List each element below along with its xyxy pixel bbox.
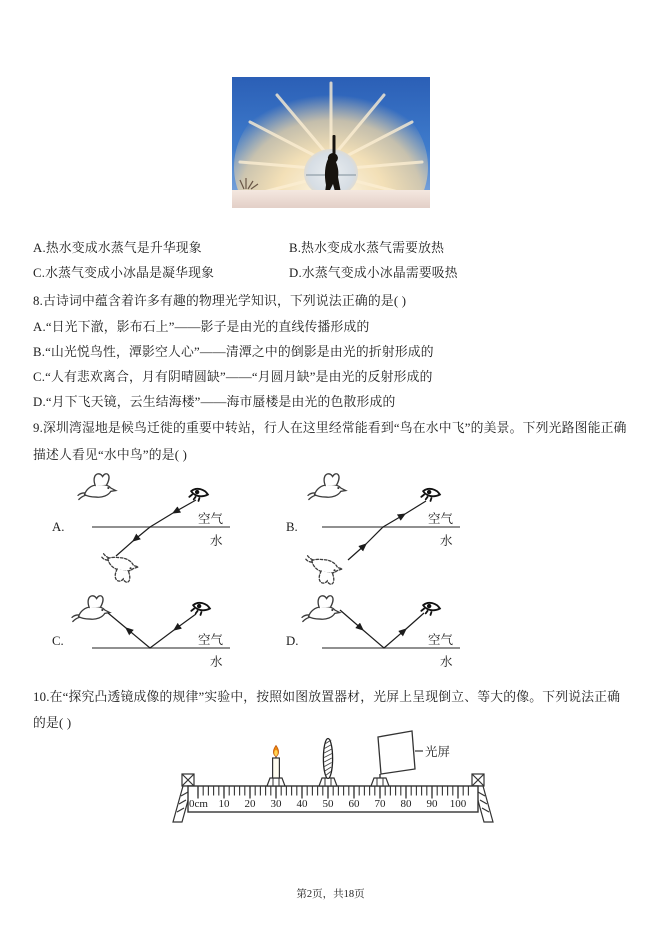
q10-stem: 10.在“探究凸透镜成像的规律”实验中，按照如图放置器材，光屏上呈现倒立、等大的像。下列说法正确的是( ) bbox=[33, 690, 621, 730]
bird-image-icon bbox=[99, 553, 140, 584]
q7-option-b: B.热水变成水蒸气需要放热 bbox=[289, 241, 445, 255]
eye-icon bbox=[191, 601, 211, 617]
q9-diagram-c-label: C. bbox=[52, 634, 64, 648]
air-label: 空气 bbox=[198, 633, 224, 647]
q9-diagram-d bbox=[286, 592, 496, 684]
page-footer: 第2页，共18页 bbox=[296, 889, 365, 900]
q9-diagram-b bbox=[286, 470, 496, 592]
q9-diagram-b-label: B. bbox=[286, 520, 298, 534]
light-ray bbox=[108, 613, 196, 648]
ruler-label-80: 80 bbox=[400, 798, 412, 810]
q8-option-c: C.“人有悲欢离合，月有阴晴圆缺”——“月圆月缺”是由光的反射形成的 bbox=[33, 370, 433, 384]
light-screen-icon bbox=[371, 731, 450, 786]
air-label: 空气 bbox=[198, 512, 224, 526]
q7-option-c: C.水蒸气变成小冰晶是凝华现象 bbox=[33, 266, 215, 280]
water-label: 水 bbox=[210, 534, 223, 548]
eye-icon bbox=[189, 487, 209, 503]
ruler-label-30: 30 bbox=[270, 798, 282, 810]
q9-diagram-a bbox=[52, 470, 262, 592]
ruler-label-20: 20 bbox=[244, 798, 256, 810]
bird-image-icon bbox=[303, 555, 344, 586]
ruler-label-100: 100 bbox=[449, 798, 467, 810]
q8-option-d: D.“月下飞天镜，云生结海楼”——海市蜃楼是由光的色散形成的 bbox=[33, 395, 396, 409]
photo-snow-ground bbox=[232, 190, 430, 208]
eye-icon bbox=[421, 487, 441, 503]
ruler-label-90: 90 bbox=[426, 798, 438, 810]
light-ray bbox=[340, 610, 424, 648]
bird-icon bbox=[78, 474, 116, 500]
q9-diagram-a-label: A. bbox=[52, 520, 65, 534]
optical-bench-diagram bbox=[172, 728, 494, 824]
hot-water-freezing-photo bbox=[232, 77, 430, 208]
water-label: 水 bbox=[440, 655, 453, 669]
ruler-label-60: 60 bbox=[348, 798, 360, 810]
q8-stem: 8.古诗词中蕴含着许多有趣的物理光学知识，下列说法正确的是( ) bbox=[33, 294, 407, 308]
bird-icon bbox=[302, 596, 340, 622]
q9-diagram-d-label: D. bbox=[286, 634, 299, 648]
ruler-label-40: 40 bbox=[296, 798, 308, 810]
screen-label: 光屏 bbox=[425, 745, 451, 759]
q7-option-a: A.热水变成水蒸气是升华现象 bbox=[33, 241, 202, 255]
water-label: 水 bbox=[210, 655, 223, 669]
bird-icon bbox=[72, 596, 110, 622]
q8-option-b: B.“山光悦鸟性，潭影空人心”——清潭之中的倒影是由光的折射形成的 bbox=[33, 345, 434, 359]
bird-icon bbox=[308, 474, 346, 500]
water-label: 水 bbox=[440, 534, 453, 548]
ruler-label-10: 10 bbox=[218, 798, 230, 810]
lens-icon bbox=[319, 739, 337, 787]
air-label: 空气 bbox=[428, 512, 454, 526]
q7-option-d: D.水蒸气变成小冰晶需要吸热 bbox=[289, 266, 458, 280]
light-ray bbox=[348, 501, 426, 560]
ruler-label-70: 70 bbox=[374, 798, 386, 810]
eye-icon bbox=[421, 601, 441, 617]
candle-icon bbox=[267, 746, 285, 787]
ruler-label-0: 0cm bbox=[189, 798, 208, 810]
q8-option-a: A.“日光下澈，影布石上”——影子是由光的直线传播形成的 bbox=[33, 320, 370, 334]
q9-diagram-c bbox=[52, 592, 262, 684]
q9-stem: 9.深圳湾湿地是候鸟迁徙的重要中转站，行人在这里经常能看到“鸟在水中飞”的美景。下列光路图能正确描述人看见“水中鸟”的是( ) bbox=[33, 421, 627, 462]
light-ray bbox=[116, 500, 196, 556]
air-label: 空气 bbox=[428, 633, 454, 647]
ruler-label-50: 50 bbox=[322, 798, 334, 810]
